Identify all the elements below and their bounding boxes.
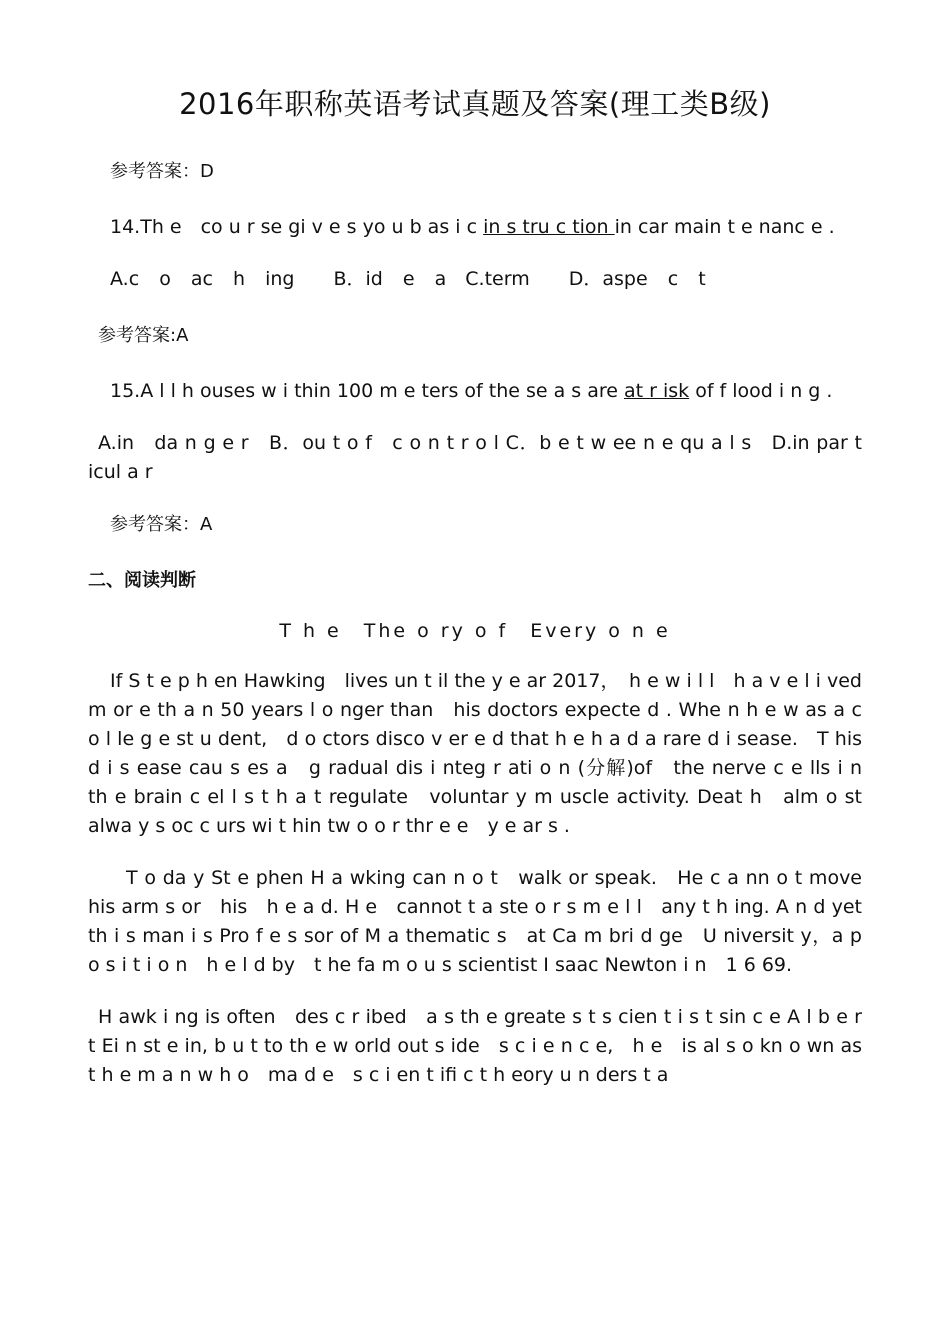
q14-answer: 参考答案:A <box>98 325 189 346</box>
q15-underlined-term: at r isk <box>623 380 690 402</box>
q14-stem-before: 14.Th e co u r se gi v e s yo u b as i c <box>110 216 484 238</box>
q15-stem <box>88 377 862 406</box>
q14-stem-after: in car main t e nanc e . <box>614 216 835 238</box>
passage-paragraph-3: H awk i ng is often des c r ibed a s th e greate s t s cien t i s t sin c e A l b e r t Ei n st e in, b u t to th e w orld out s ide s c i e n c e, h e is al s o kn o wn as t h e m a n w h o ma d e s c i en t ifi c t h eory u n ders t a <box>88 1006 862 1086</box>
q14-stem <box>88 213 862 242</box>
q15-answer: 参考答案：A <box>110 514 213 535</box>
passage-paragraph-2: T o da y St e phen H a wking can n o t walk or speak. He c a nn o t move his arm s or his h e a d. H e cannot t a ste o r s m e l l any t h ing. A n d yet th i s man i s Pro f e s sor of M a thematic s at Ca m bri d ge U niversit y，a p o s i t i o n h e l d by t he fa m o u s scientist I saac Newton i n 1 6 69. <box>88 867 862 976</box>
q14-options: A.c o ac h ing B．id e a C.term D．aspe c t <box>110 268 706 290</box>
passage-title: T h e The o ry o f Every o n e <box>279 620 671 642</box>
section-heading: 二、阅读判断 <box>88 570 196 591</box>
q15-stem-before: 15.A l l h ouses w i thin 100 m e ters of the se a s are <box>110 380 624 402</box>
passage-paragraph-1: If S t e p h en Hawking lives un t il the y e ar 2017， h e w i l l h a v e l i ved m or e th a n 50 years l o nger than his doctors expecte d . Whe n h e w as a c o l le g e st u dent, d o ctors disco v er e d that h e h a d a rare d i sease. T his d i s ease cau s es a g radual dis i nteg r ati o n (分解)of the nerve c e lls i n th e brain c el l s t h a t regulate voluntar y m uscle activity. Deat h alm o st alwa y s oc c urs wi t hin tw o o r thr e e y e ar s . <box>88 670 882 837</box>
q15-stem-after: of f lood i n g . <box>689 380 833 402</box>
q15-options: A.in da n g e r B．ou t o f c o n t r o l C．b e t w ee n e qu a l s D.in par t icul a r <box>88 432 862 483</box>
q14-underlined-term: in s tru c tion <box>483 216 615 238</box>
page-title: 2016年职称英语考试真题及答案(理工类B级) <box>179 87 771 121</box>
q13-answer: 参考答案：D <box>110 161 214 182</box>
